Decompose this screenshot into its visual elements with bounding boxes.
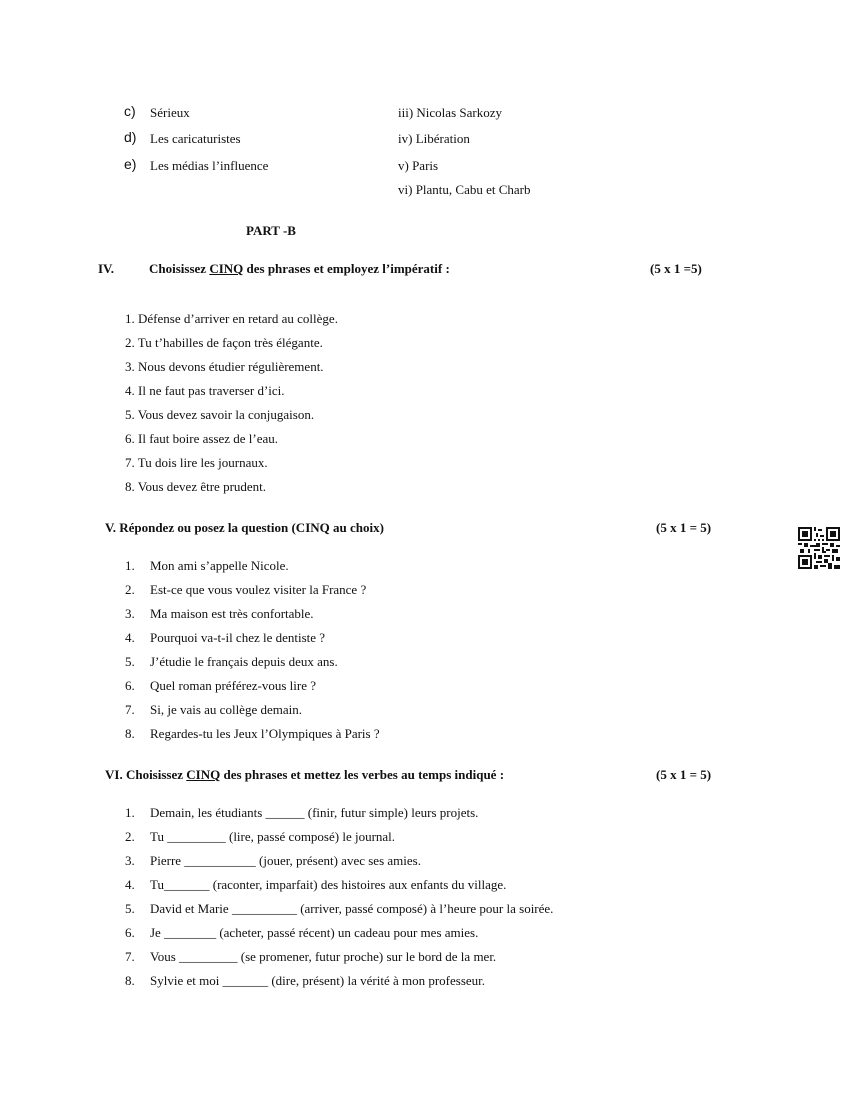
match-right-item: iii) Nicolas Sarkozy — [398, 105, 502, 120]
list-item: David et Marie __________ (arriver, passé composé) à l’heure pour la soirée. — [150, 901, 554, 916]
list-item: Vous _________ (se promener, futur proche) sur le bord de la mer. — [150, 949, 497, 964]
section-iv-marks: (5 x 1 =5) — [650, 261, 702, 276]
instruction-text: VI. Choisissez — [105, 767, 187, 782]
list-item: Tu _________ (lire, passé composé) le journal. — [150, 829, 396, 844]
qr-code-modules — [798, 527, 840, 569]
list-item: 4. Il ne faut pas traverser d’ici. — [125, 383, 285, 398]
match-right-item: iv) Libération — [398, 131, 470, 146]
section-iv-number: IV. — [98, 261, 115, 276]
list-item: Regardes-tu les Jeux l’Olympiques à Paris ? — [150, 726, 380, 741]
item-number: 3. — [125, 853, 135, 868]
match-right-item: vi) Plantu, Cabu et Charb — [398, 182, 531, 197]
item-number: 2. — [125, 582, 135, 597]
instruction-text: des phrases et mettez les verbes au temps indiqué : — [220, 767, 505, 782]
list-item: Pierre ___________ (jouer, présent) avec ses amies. — [150, 853, 421, 868]
item-number: 4. — [125, 630, 135, 645]
section-vi-instruction — [105, 767, 504, 783]
match-letter: c) — [124, 103, 136, 119]
item-number: 8. — [125, 973, 135, 988]
item-number: 1. — [125, 805, 135, 820]
list-item: 6. Il faut boire assez de l’eau. — [125, 431, 279, 446]
list-item: Est-ce que vous voulez visiter la France ? — [150, 582, 367, 597]
item-number: 4. — [125, 877, 135, 892]
list-item: Si, je vais au collège demain. — [150, 702, 302, 717]
match-right-item: v) Paris — [398, 158, 439, 173]
part-title: PART -B — [246, 223, 296, 238]
item-number: 6. — [125, 678, 135, 693]
instruction-emphasis: CINQ — [209, 261, 244, 276]
section-vi-marks: (5 x 1 = 5) — [656, 767, 712, 782]
list-item: Sylvie et moi _______ (dire, présent) la vérité à mon professeur. — [150, 973, 486, 988]
list-item: Quel roman préférez-vous lire ? — [150, 678, 317, 693]
section-v-title: V. Répondez ou posez la question (CINQ au choix) — [105, 520, 384, 535]
list-item: Je ________ (acheter, passé récent) un cadeau pour mes amies. — [150, 925, 479, 940]
match-left-item: Sérieux — [150, 105, 190, 120]
section-v-marks: (5 x 1 = 5) — [656, 520, 712, 535]
item-number: 5. — [125, 654, 135, 669]
list-item: 7. Tu dois lire les journaux. — [125, 455, 268, 470]
list-item: Demain, les étudiants ______ (finir, futur simple) leurs projets. — [150, 805, 479, 820]
list-item: Ma maison est très confortable. — [150, 606, 314, 621]
list-item: J’étudie le français depuis deux ans. — [150, 654, 338, 669]
instruction-emphasis: CINQ — [186, 767, 221, 782]
list-item: Mon ami s’appelle Nicole. — [150, 558, 289, 573]
match-letter: d) — [124, 129, 137, 145]
item-number: 7. — [125, 702, 135, 717]
list-item: 3. Nous devons étudier régulièrement. — [125, 359, 324, 374]
match-left-item: Les médias l’influence — [150, 158, 269, 173]
item-number: 8. — [125, 726, 135, 741]
instruction-text: des phrases et employez l’impératif : — [243, 261, 450, 276]
list-item: 8. Vous devez être prudent. — [125, 479, 267, 494]
item-number: 7. — [125, 949, 135, 964]
section-iv-instruction — [149, 261, 450, 277]
item-number: 3. — [125, 606, 135, 621]
item-number: 2. — [125, 829, 135, 844]
item-number: 5. — [125, 901, 135, 916]
list-item: Tu_______ (raconter, imparfait) des histoires aux enfants du village. — [150, 877, 507, 892]
list-item: 2. Tu t’habilles de façon très élégante. — [125, 335, 323, 350]
instruction-text: Choisissez — [149, 261, 210, 276]
qr-code — [798, 527, 840, 569]
list-item: 5. Vous devez savoir la conjugaison. — [125, 407, 315, 422]
list-item: 1. Défense d’arriver en retard au collège. — [125, 311, 338, 326]
item-number: 1. — [125, 558, 135, 573]
match-letter: e) — [124, 156, 137, 172]
match-left-item: Les caricaturistes — [150, 131, 241, 146]
item-number: 6. — [125, 925, 135, 940]
list-item: Pourquoi va-t-il chez le dentiste ? — [150, 630, 326, 645]
